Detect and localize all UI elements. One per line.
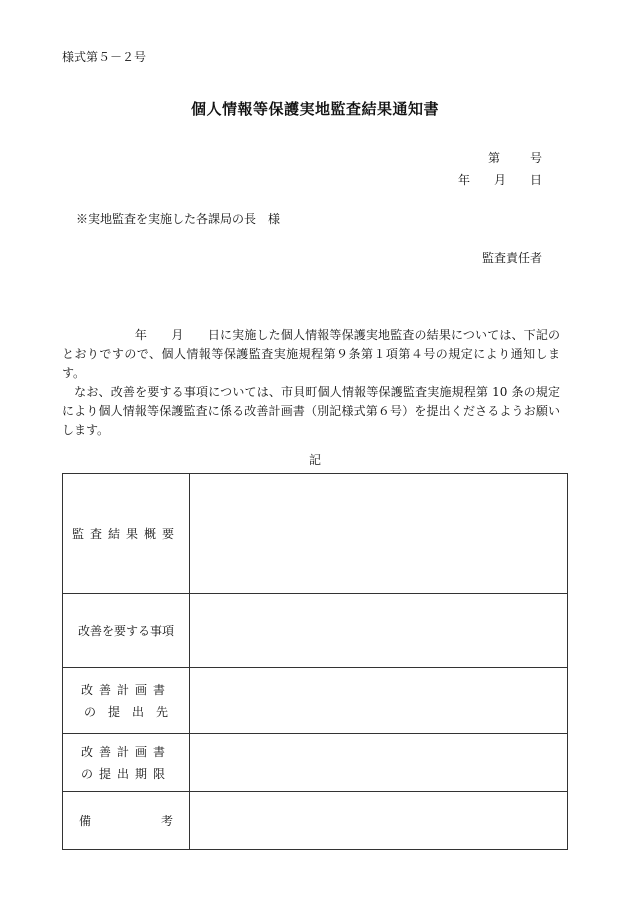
date-day: 日 [529,173,542,187]
table-row [63,474,568,594]
date-month: 月 [493,173,506,187]
table-row [63,668,568,734]
date-year: 年 [457,173,470,187]
date-line [458,171,542,188]
document-title: 個人情報等保護実地監査結果通知書 [190,100,439,118]
label-improvement-items: 改善を要する事項 [63,594,190,668]
value-plan-deadline[interactable] [190,734,568,792]
label-remarks: 備 考 [63,792,190,850]
addressee: ※実地監査を実施した各課局の長 様 [76,212,281,226]
body-paragraph-1: 年 月 日に実施した個人情報等保護実地監査の結果については、下記のとおりですので、個人情報等保護監査実施規程第９条第１項第４号の規定により通知します。 [62,328,560,380]
value-improvement-items[interactable] [190,594,568,668]
auditor-label: 監査責任者 [481,251,542,265]
table-row [63,734,568,792]
label-plan-destination: 改善計画書 の 提 出 先 [63,668,190,734]
document-number-line [488,149,542,166]
label-audit-summary: 監査結果概要 [63,474,190,594]
value-plan-destination[interactable] [190,668,568,734]
label-plan-deadline: 改善計画書 の提出期限 [63,734,190,792]
number-suffix: 号 [529,151,542,165]
number-prefix: 第 [487,151,500,165]
ki-heading: 記 [308,453,321,467]
table-row [63,594,568,668]
form-number: 様式第５－２号 [62,50,147,64]
value-remarks[interactable] [190,792,568,850]
body-paragraph-2: なお、改善を要する事項については、市貝町個人情報等保護監査実施規程第 10 条の規定により個人情報等保護監査に係る改善計画書（別記様式第６号）を提出くださるようお願いします。 [62,385,560,437]
value-audit-summary[interactable] [190,474,568,594]
body-text [62,326,560,440]
result-table [62,473,568,850]
table-row [63,792,568,850]
